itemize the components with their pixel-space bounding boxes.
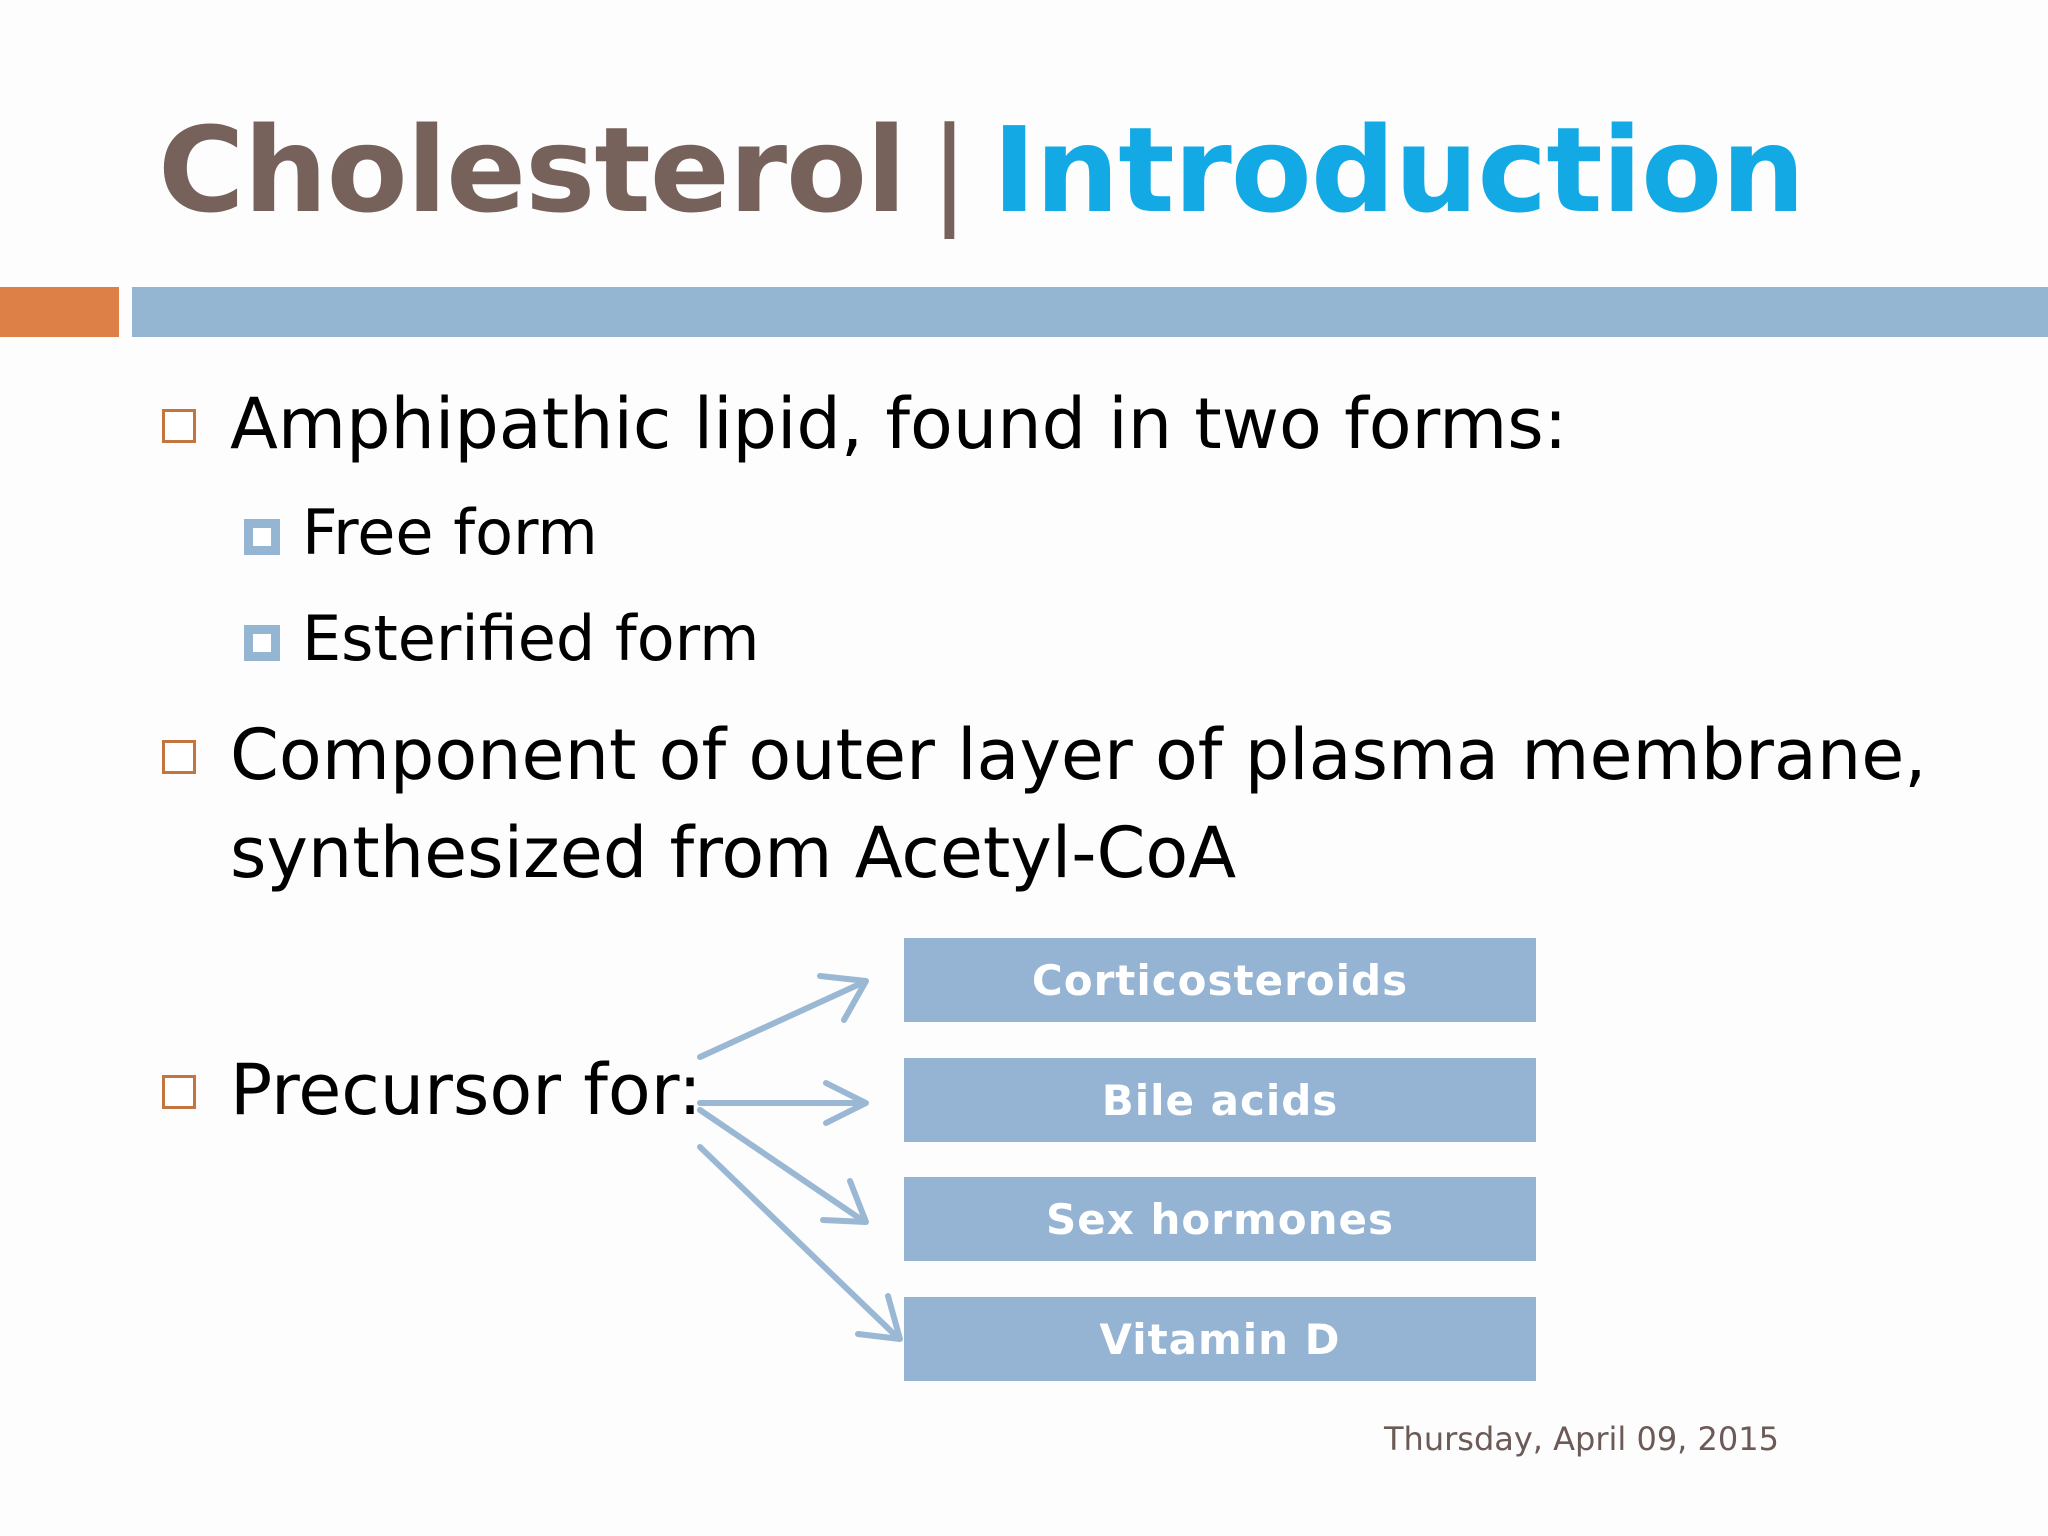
target-sex-hormones: Sex hormones	[904, 1177, 1536, 1261]
title-main: Cholesterol	[158, 101, 906, 239]
sub-bullet-text: Free form	[302, 496, 598, 569]
arrow-to-sex-hormones	[700, 1110, 866, 1222]
bullet-text: Amphipathic lipid, found in two forms:	[230, 383, 1568, 465]
arrow-to-corticosteroids	[700, 976, 866, 1057]
sub-bullet-text: Esterified form	[302, 602, 760, 675]
bullet-text-line1: Component of outer layer of plasma membrane,	[230, 714, 1927, 796]
target-bile-acids: Bile acids	[904, 1058, 1536, 1142]
title-subtitle: Introduction	[992, 101, 1805, 239]
bullet-text-line2: synthesized from Acetyl-CoA	[230, 812, 1237, 894]
target-corticosteroids: Corticosteroids	[904, 938, 1536, 1022]
bullet-text: Precursor for:	[230, 1049, 702, 1131]
footer-date: Thursday, April 09, 2015	[1384, 1420, 1779, 1458]
arrow-to-bile-acids	[700, 1083, 866, 1123]
title-separator: |	[929, 101, 969, 239]
target-vitamin-d: Vitamin D	[904, 1297, 1536, 1381]
